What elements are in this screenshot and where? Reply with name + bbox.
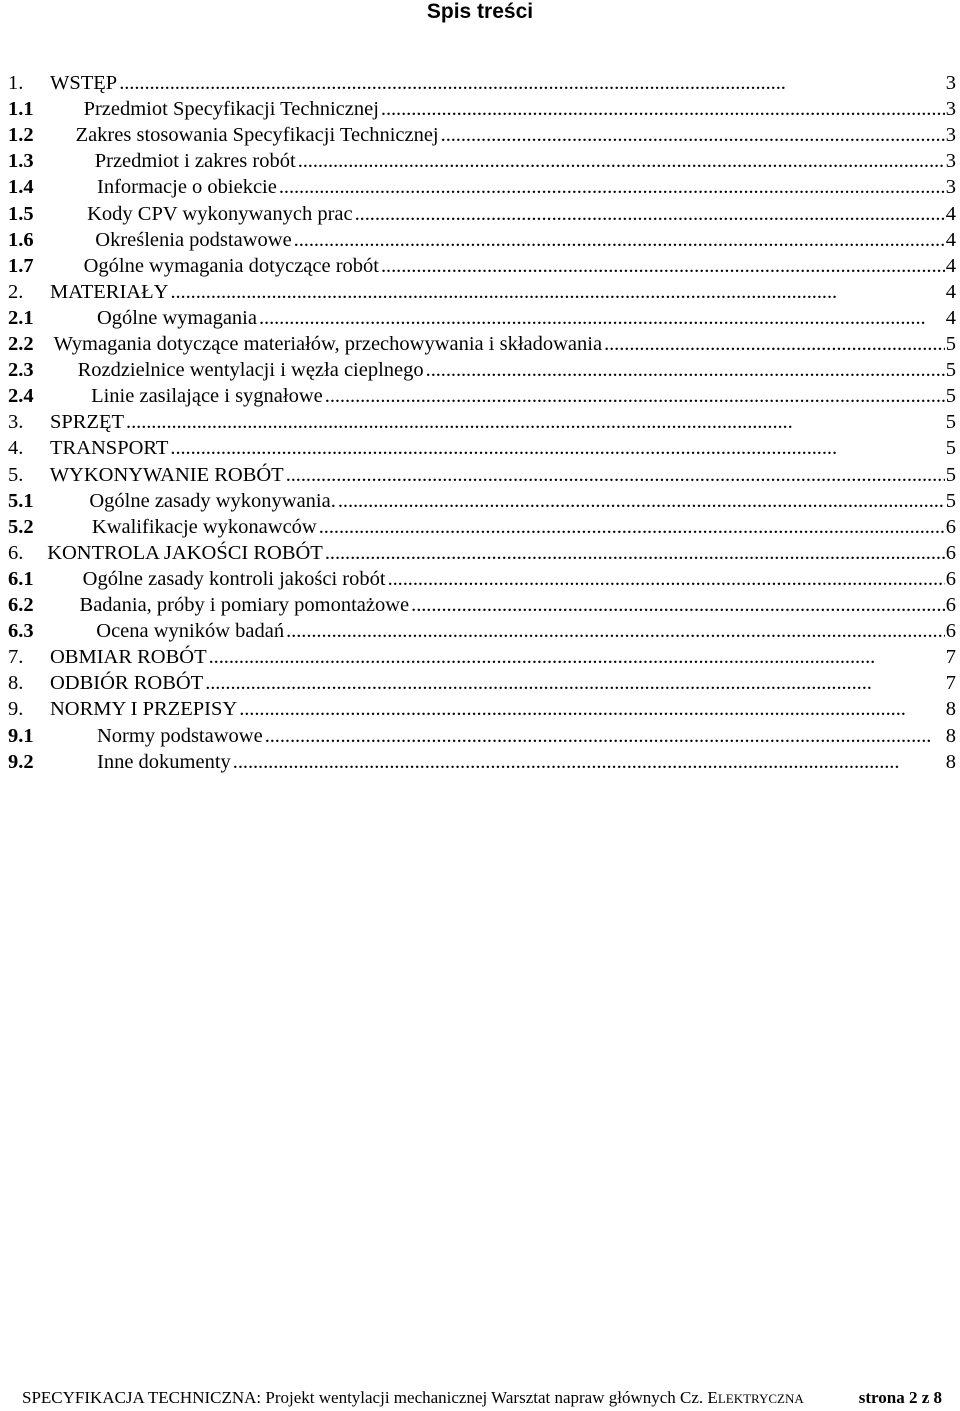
toc-entry-number: 6.3 [8, 620, 34, 643]
toc-entry-number: 1.5 [8, 202, 34, 225]
toc-entry-number: 5. [8, 463, 24, 486]
toc-entry-number: 1. [8, 72, 24, 94]
toc-entry-number: 5.2 [8, 515, 34, 538]
toc-entry[interactable] [8, 253, 956, 279]
toc-leader-dots [126, 409, 945, 435]
toc-entry-label: NORMY I PRZEPISY [50, 698, 238, 721]
toc-entry[interactable] [8, 279, 956, 305]
toc-entry-number: 1.4 [8, 176, 34, 199]
toc-entry[interactable] [8, 462, 956, 488]
toc-entry-page: 5 [945, 333, 956, 355]
toc-entry-label: Określenia podstawowe [95, 228, 292, 251]
footer-page-number: strona 2 z 8 [858, 1388, 942, 1407]
toc-entry[interactable] [8, 201, 956, 227]
toc-entry[interactable] [8, 670, 956, 696]
toc-entry-label: TRANSPORT [50, 437, 169, 460]
toc-entry-number: 6. [8, 541, 24, 564]
toc-leader-dots [286, 618, 945, 644]
toc-entry-label: Inne dokumenty [97, 750, 231, 773]
toc-leader-dots [388, 566, 945, 592]
toc-entry[interactable] [8, 435, 956, 461]
toc-entry-number: 1.1 [8, 98, 34, 121]
toc-entry-number: 1.7 [8, 254, 34, 277]
toc-entry-number: 1.2 [8, 124, 34, 147]
toc-entry-page: 5 [945, 437, 956, 460]
toc-entry[interactable] [8, 331, 956, 357]
toc-entry-page: 8 [945, 698, 956, 721]
toc-leader-dots [205, 670, 945, 696]
toc-entry[interactable] [8, 174, 956, 200]
toc-entry[interactable] [8, 696, 956, 722]
toc-entry-page: 3 [945, 124, 956, 147]
toc-entry[interactable] [8, 566, 956, 592]
toc-entry-label: Ogólne wymagania dotyczące robót [83, 254, 379, 277]
toc-entry[interactable] [8, 227, 956, 253]
toc-entry[interactable] [8, 357, 956, 383]
toc-entry-label: Przedmiot i zakres robót [94, 150, 296, 173]
toc-entry[interactable] [8, 488, 956, 514]
toc-entry-page: 6 [945, 541, 956, 564]
toc-entry-page: 8 [945, 724, 956, 747]
toc-entry-page: 4 [945, 254, 956, 277]
toc-entry-label: MATERIAŁY [50, 280, 169, 303]
toc-entry-label: Badania, próby i pomiary pomontażowe [79, 594, 410, 616]
page-title: Spis treści [426, 0, 534, 23]
toc-entry-page: 5 [945, 359, 956, 382]
toc-entry[interactable] [8, 644, 956, 670]
toc-leader-dots [239, 696, 945, 722]
toc-entry-page: 6 [945, 594, 956, 616]
toc-leader-dots [604, 331, 945, 357]
toc-entry-page: 4 [945, 280, 956, 303]
toc-leader-dots [441, 122, 945, 148]
toc-entry-label: Rozdzielnice wentylacji i węzła cieplnego [77, 359, 424, 382]
toc-entry-page: 5 [945, 411, 956, 434]
toc-entry[interactable] [8, 592, 956, 618]
toc-entry-number: 1.3 [8, 150, 34, 173]
toc-entry-label: Ocena wyników badań [96, 620, 285, 643]
toc-leader-dots [170, 435, 944, 461]
toc-entry-number: 3. [8, 411, 24, 434]
toc-entry-label: WYKONYWANIE ROBÓT [49, 463, 284, 486]
toc-entry-number: 1.6 [8, 228, 34, 251]
toc-entry-label: Wymagania dotyczące materiałów, przechowywania i składowania [53, 333, 603, 355]
toc-entry-label: Ogólne zasady wykonywania. [89, 489, 336, 512]
toc-entry-page: 3 [945, 150, 956, 173]
toc-leader-dots [209, 644, 945, 670]
toc-entry-page: 4 [945, 306, 956, 329]
toc-entry-page: 4 [945, 228, 956, 251]
toc-entry-label: Ogólne zasady kontroli jakości robót [82, 567, 386, 590]
toc-leader-dots [294, 227, 945, 253]
page-footer [22, 1386, 942, 1410]
toc-entry-page: 3 [945, 98, 956, 121]
toc-entry-label: Normy podstawowe [97, 724, 263, 747]
toc-entry-number: 4. [8, 437, 24, 460]
toc-entry-label: WSTĘP [50, 72, 118, 94]
toc-leader-dots [338, 488, 945, 514]
toc-entry-number: 5.1 [8, 489, 34, 512]
toc-leader-dots [279, 174, 945, 200]
toc-entry-label: Informacje o obiekcie [97, 176, 277, 199]
toc-leader-dots [298, 148, 945, 174]
toc-entry[interactable] [8, 148, 956, 174]
toc-entry-number: 2.3 [8, 359, 34, 382]
toc-leader-dots [411, 592, 945, 618]
toc-leader-dots [325, 383, 945, 409]
toc-entry-label: OBMIAR ROBÓT [50, 646, 207, 669]
toc-entry-page: 6 [945, 567, 956, 590]
toc-leader-dots [381, 96, 945, 122]
toc-entry-number: 9.2 [8, 750, 34, 773]
toc-entry-label: Linie zasilające i sygnałowe [91, 385, 323, 408]
toc-entry[interactable] [8, 618, 956, 644]
toc-entry-number: 6.2 [8, 594, 34, 616]
toc-leader-dots [119, 70, 945, 96]
toc-entry-label: Kwalifikacje wykonawców [91, 515, 317, 538]
toc-entry-label: SPRZĘT [50, 411, 125, 434]
toc-leader-dots [233, 749, 945, 775]
toc-leader-dots [286, 462, 945, 488]
toc-entry-label: Ogólne wymagania [97, 306, 257, 329]
toc-entry[interactable] [8, 540, 956, 566]
toc-entry-number: 2.1 [8, 306, 34, 329]
toc-entry-number: 9.1 [8, 724, 34, 747]
toc-entry-page: 8 [945, 750, 956, 773]
toc-entry-number: 2. [8, 280, 24, 303]
toc-entry[interactable] [8, 70, 956, 96]
toc-entry[interactable] [8, 409, 956, 435]
toc-entry-page: 6 [945, 620, 956, 643]
toc-entry-label: Przedmiot Specyfikacji Technicznej [83, 98, 379, 121]
toc-entry-page: 7 [945, 646, 956, 669]
toc-entry-page: 3 [945, 72, 956, 94]
footer-document-title [22, 1386, 804, 1411]
toc-leader-dots [265, 723, 945, 749]
toc-leader-dots [170, 279, 944, 305]
toc-leader-dots [355, 201, 945, 227]
toc-entry-page: 5 [945, 463, 956, 486]
toc-entry[interactable] [8, 514, 956, 540]
toc-entry-number: 7. [8, 646, 24, 669]
toc-entry[interactable] [8, 122, 956, 148]
toc-entry-page: 5 [945, 489, 956, 512]
footer-title-smallcaps: LEKTRYCZNA [717, 1391, 804, 1406]
toc-leader-dots [259, 305, 945, 331]
toc-entry-label: Kody CPV wykonywanych prac [87, 202, 353, 225]
toc-entry[interactable] [8, 749, 956, 775]
toc-entry-number: 6.1 [8, 567, 34, 590]
toc-entry[interactable] [8, 96, 956, 122]
toc-entry-page: 6 [945, 515, 956, 538]
toc-entry-page: 4 [945, 202, 956, 225]
toc-entry-label: ODBIÓR ROBÓT [50, 672, 204, 695]
toc-entry-page: 3 [945, 176, 956, 199]
toc-entry[interactable] [8, 723, 956, 749]
toc-entry[interactable] [8, 305, 956, 331]
toc-entry-number: 8. [8, 672, 24, 695]
toc-entry-label: KONTROLA JAKOŚCI ROBÓT [47, 541, 323, 564]
toc-entry-number: 2.2 [8, 333, 34, 355]
toc-leader-dots [319, 514, 945, 540]
toc-entry-page: 5 [945, 385, 956, 408]
footer-title-text: SPECYFIKACJA TECHNICZNA: Projekt wentylacji mechanicznej Warsztat napraw głównych Cz. E [22, 1388, 718, 1407]
toc-leader-dots [426, 357, 945, 383]
toc-entry-number: 2.4 [8, 385, 34, 408]
toc-entry-number: 9. [8, 698, 24, 721]
toc-entry[interactable] [8, 383, 956, 409]
toc-entry-label: Zakres stosowania Specyfikacji Technicznej [75, 124, 439, 147]
toc-entry-page: 7 [945, 672, 956, 695]
toc-leader-dots [381, 253, 945, 279]
toc-leader-dots [325, 540, 945, 566]
